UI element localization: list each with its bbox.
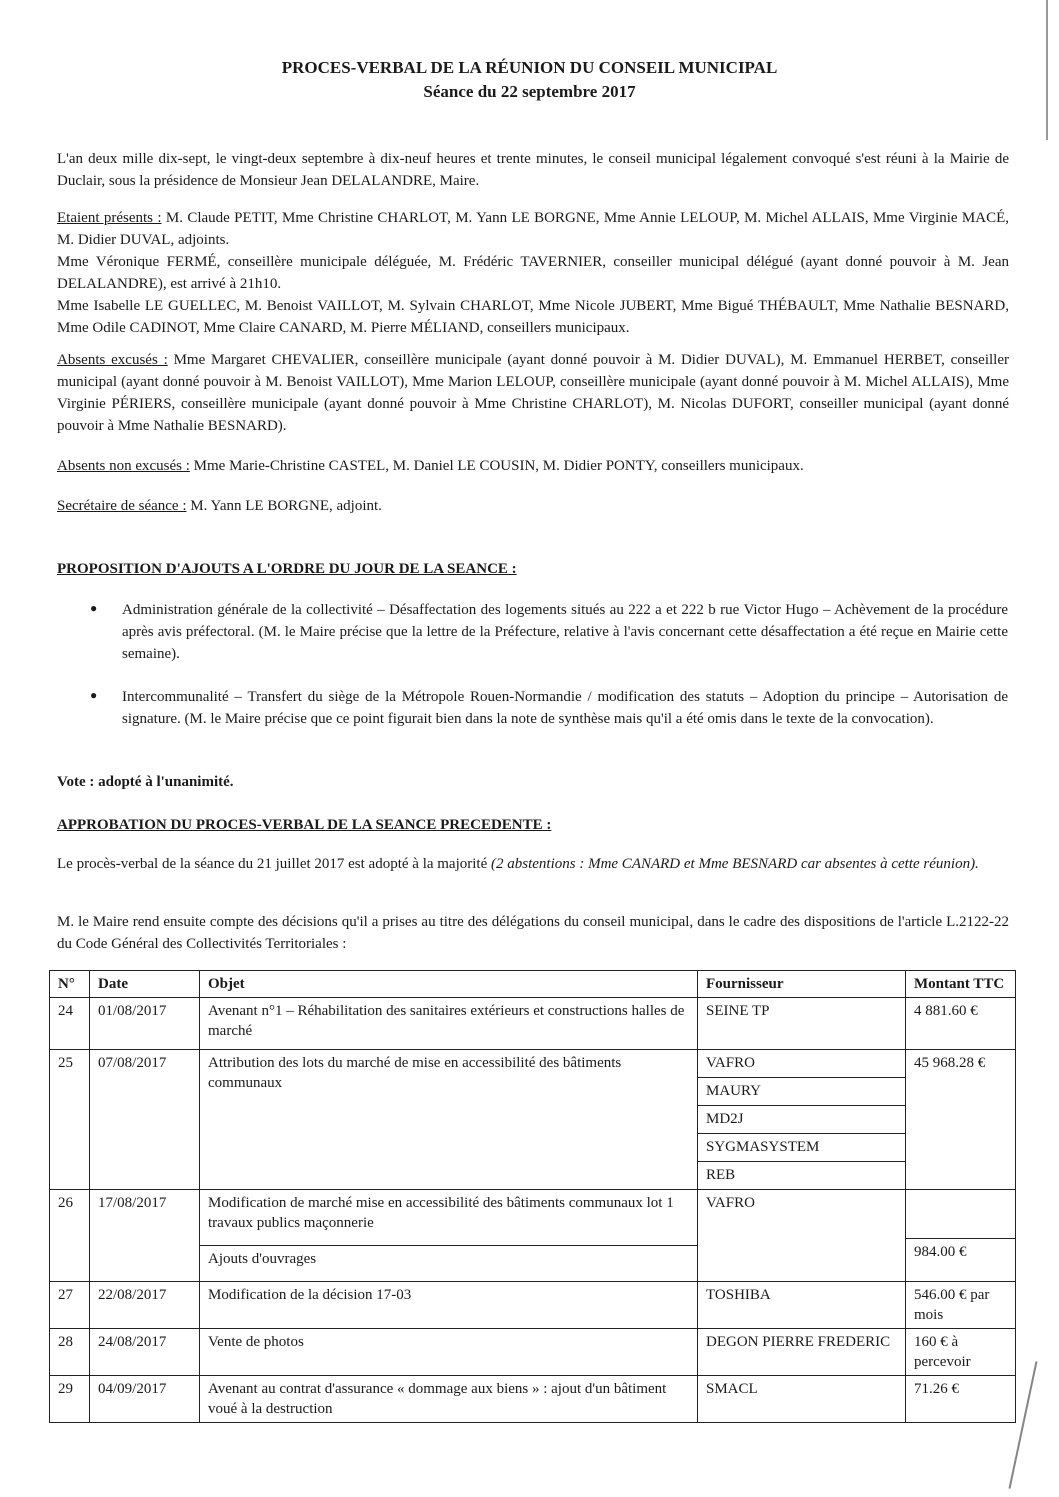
cell-montant: 71.26 € — [906, 1376, 1016, 1423]
fournisseur-item: SYGMASYSTEM — [698, 1133, 905, 1161]
decisions-table — [49, 970, 1016, 1423]
table-row — [50, 1050, 1016, 1190]
cell-objet: Vente de photos — [200, 1329, 698, 1376]
cell-fournisseur: VAFRO — [698, 1190, 906, 1282]
secretaire-label: Secrétaire de séance : — [57, 498, 187, 514]
approbation-main: Le procès-verbal de la séance du 21 juillet 2017 est adopté à la majorité — [57, 856, 488, 872]
presents-label: Etaient présents : — [57, 210, 162, 226]
bullet-icon: ● — [90, 601, 98, 615]
table-row — [50, 998, 1016, 1050]
absents-non-excuses-text: Mme Marie-Christine CASTEL, M. Daniel LE COUSIN, M. Didier PONTY, conseillers municipaux. — [193, 458, 804, 474]
presents-line2: Mme Véronique FERMÉ, conseillère municipale déléguée, M. Frédéric TAVERNIER, conseiller municipal délégué (ayant donné pouvoir à M. Jean DELALANDRE), est arrivé à 21h10. — [57, 254, 1009, 292]
cell-objet: Attribution des lots du marché de mise en accessibilité des bâtiments communaux — [200, 1050, 698, 1190]
cell-num: 25 — [50, 1050, 90, 1190]
cell-montant — [906, 1190, 1016, 1282]
vote-result: Vote : adopté à l'unanimité. — [57, 774, 234, 790]
cell-fournisseur: TOSHIBA — [698, 1282, 906, 1329]
cell-num: 27 — [50, 1282, 90, 1329]
cell-objet: Modification de la décision 17-03 — [200, 1282, 698, 1329]
cell-montant: 4 881.60 € — [906, 998, 1016, 1050]
document-title: PROCES-VERBAL DE LA RÉUNION DU CONSEIL MUNICIPAL — [281, 58, 778, 77]
cell-date: 01/08/2017 — [90, 998, 200, 1050]
ajouts-heading: PROPOSITION D'AJOUTS A L'ORDRE DU JOUR DE LA SEANCE : — [57, 561, 517, 577]
absents-excuses-text: Mme Margaret CHEVALIER, conseillère municipale (ayant donné pouvoir à M. Didier DUVAL), M. Emmanuel HERBET, conseiller municipal (ayant donné pouvoir à M. Benoist VAILLOT), Mme Marion LELOUP, conseillère municipale (ayant donné pouvoir à M. Michel ALLAIS), Mme Virginie PÉRIERS, conseillère municipale (ayant donné pouvoir à Mme Christine CHARLOT), M. Nicolas DUFORT, conseiller municipal (ayant donné pouvoir à Mme Nathalie BESNARD). — [57, 352, 1009, 434]
presents-block — [57, 207, 1009, 339]
bullet-icon: ● — [90, 688, 98, 702]
cell-fournisseur: SEINE TP — [698, 998, 906, 1050]
table-row — [50, 1190, 1016, 1282]
cell-num: 24 — [50, 998, 90, 1050]
presents-line3: Mme Isabelle LE GUELLEC, M. Benoist VAILLOT, M. Sylvain CHARLOT, Mme Nicole JUBERT, Mme Bigué THÉBAULT, Mme Nathalie BESNARD, Mme Odile CADINOT, Mme Claire CANARD, M. Pierre MÉLIAND, conseillers municipaux. — [57, 298, 1009, 336]
table-header-row — [50, 971, 1016, 998]
cell-date: 07/08/2017 — [90, 1050, 200, 1190]
secretaire-block — [57, 495, 1009, 517]
cell-date: 17/08/2017 — [90, 1190, 200, 1282]
montant-value: 984.00 € — [906, 1238, 1015, 1272]
intro-paragraph: L'an deux mille dix-sept, le vingt-deux septembre à dix-neuf heures et trente minutes, le conseil municipal légalement convoqué s'est réuni à la Mairie de Duclair, sous la présidence de Monsieur Jean DELALANDRE, Maire. — [57, 151, 1009, 189]
delegations-text: M. le Maire rend ensuite compte des décisions qu'il a prises au titre des délégations du conseil municipal, dans le cadre des dispositions de l'article L.2122-22 du Code Général des Collectivités Territoriales : — [57, 914, 1009, 952]
document-subtitle: Séance du 22 septembre 2017 — [423, 82, 636, 101]
fournisseur-item: MD2J — [698, 1105, 905, 1133]
presents-line1: M. Claude PETIT, Mme Christine CHARLOT, M. Yann LE BORGNE, Mme Annie LELOUP, M. Michel ALLAIS, Mme Virginie MACÉ, M. Didier DUVAL, adjoints. — [57, 210, 1009, 248]
approbation-abstentions: (2 abstentions : Mme CANARD et Mme BESNARD car absentes à cette réunion). — [491, 856, 979, 872]
montant-empty — [906, 1190, 1015, 1238]
cell-montant: 45 968.28 € — [906, 1050, 1016, 1190]
objet-main: Modification de marché mise en accessibilité des bâtiments communaux lot 1 travaux publics maçonnerie — [208, 1195, 674, 1231]
header-num: N° — [50, 971, 90, 998]
secretaire-text: M. Yann LE BORGNE, adjoint. — [190, 498, 382, 514]
fournisseur-item: MAURY — [698, 1077, 905, 1105]
cell-date: 22/08/2017 — [90, 1282, 200, 1329]
fournisseur-item: REB — [698, 1161, 905, 1189]
cell-objet: Avenant au contrat d'assurance « dommage aux biens » : ajout d'un bâtiment voué à la destruction — [200, 1376, 698, 1423]
cell-fournisseur-list — [698, 1050, 906, 1190]
cell-objet — [200, 1190, 698, 1282]
cell-montant: 160 € à percevoir — [906, 1329, 1016, 1376]
fournisseur-item: VAFRO — [706, 1055, 755, 1071]
header-date: Date — [90, 971, 200, 998]
header-montant: Montant TTC — [906, 971, 1016, 998]
cell-fournisseur: DEGON PIERRE FREDERIC — [698, 1329, 906, 1376]
cell-num: 29 — [50, 1376, 90, 1423]
table-row — [50, 1376, 1016, 1423]
header-objet: Objet — [200, 971, 698, 998]
table-row — [50, 1329, 1016, 1376]
absents-non-excuses-block — [57, 455, 1009, 477]
cell-num: 26 — [50, 1190, 90, 1282]
cell-date: 24/08/2017 — [90, 1329, 200, 1376]
absents-excuses-block — [57, 349, 1009, 437]
table-row — [50, 1282, 1016, 1329]
header-fournisseur: Fournisseur — [698, 971, 906, 998]
ajout-item-text: Intercommunalité – Transfert du siège de la Métropole Rouen-Normandie / modification des statuts – Adoption du principe – Autorisation de signature. (M. le Maire précise que ce point figurait bien dans la note de synthèse mais qu'il a été omis dans le texte de la convocation). — [122, 689, 1008, 727]
approbation-heading: APPROBATION DU PROCES-VERBAL DE LA SEANCE PRECEDENTE : — [57, 817, 552, 833]
approbation-text — [57, 853, 1009, 875]
cell-date: 04/09/2017 — [90, 1376, 200, 1423]
objet-sub: Ajouts d'ouvrages — [200, 1245, 697, 1281]
ajout-item-text: Administration générale de la collectivité – Désaffectation des logements situés au 222 a et 222 b rue Victor Hugo – Achèvement de la procédure après avis préfectoral. (M. le Maire précise que la lettre de la Préfecture, relative à l'avis concernant cette désaffectation a été reçue en Mairie cette semaine). — [122, 602, 1008, 662]
absents-non-excuses-label: Absents non excusés : — [57, 458, 190, 474]
cell-num: 28 — [50, 1329, 90, 1376]
scan-edge-mark — [1046, 0, 1048, 140]
cell-montant: 546.00 € par mois — [906, 1282, 1016, 1329]
absents-excuses-label: Absents excusés : — [57, 352, 168, 368]
cell-objet: Avenant n°1 – Réhabilitation des sanitaires extérieurs et constructions halles de marché — [200, 998, 698, 1050]
cell-fournisseur: SMACL — [698, 1376, 906, 1423]
